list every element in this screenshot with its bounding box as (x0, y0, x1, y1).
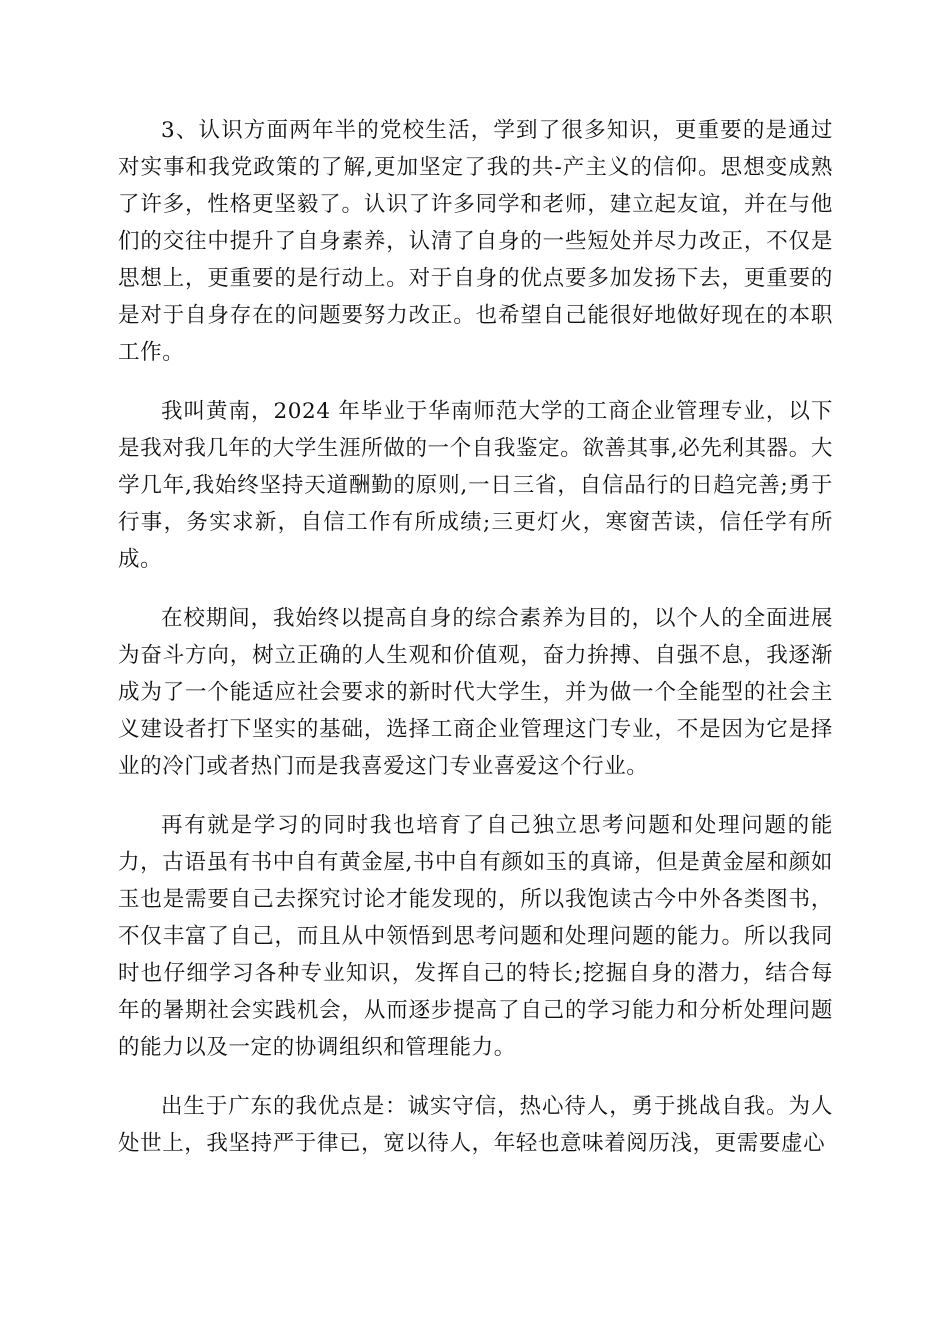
paragraph-strengths: 出生于广东的我优点是：诚实守信，热心待人，勇于挑战自我。为人处世上，我坚持严于律已，宽以待人，年轻也意味着阅历浅，更需要虚心 (118, 1094, 833, 1156)
paragraph-party-school-reflection: 3、认识方面两年半的党校生活，学到了很多知识，更重要的是通过对实事和我党政策的了解,更加坚定了我的共-产主义的信仰。思想变成熟了许多，性格更坚毅了。认识了许多同学和老师，建立起友谊，并在与他们的交往中提升了自身素养，认清了自身的一些短处并尽力改正，不仅是思想上，更重要的是行动上。对于自身的优点要多加发扬下去，更重要的是对于自身存在的问题要努力改正。也希望自己能很好地做好现在的本职工作。 (118, 118, 833, 365)
document-body (118, 112, 833, 1184)
paragraph-learning-ability: 再有就是学习的同时我也培育了自己独立思考问题和处理问题的能力，古语虽有书中自有黄金屋,书中自有颜如玉的真谛，但是黄金屋和颜如玉也是需要自己去探究讨论才能发现的，所以我饱读古今中外各类图书，不仅丰富了自己，而且从中领悟到思考问题和处理问题的能力。所以我同时也仔细学习各种专业知识，发挥自己的特长;挖掘自身的潜力，结合每年的暑期社会实践机会，从而逐步提高了自己的学习能力和分析处理问题的能力以及一定的协调组织和管理能力。 (118, 813, 833, 1060)
paragraph-self-introduction: 我叫黄南，2024 年毕业于华南师范大学的工商企业管理专业，以下是我对我几年的大学生涯所做的一个自我鉴定。欲善其事,必先利其器。大学几年,我始终坚持天道酬勤的原则,一日三省，自信品行的日趋完善;勇于行事，务实求新，自信工作有所成绩;三更灯火，寒窗苦读，信任学有所成。 (118, 399, 833, 572)
paragraph-school-period: 在校期间，我始终以提高自身的综合素养为目的，以个人的全面进展为奋斗方向，树立正确的人生观和价值观，奋力拚搏、自强不息，我逐渐成为了一个能适应社会要求的新时代大学生，并为做一个全能型的社会主义建设者打下坚实的基础，选择工商企业管理这门专业，不是因为它是择业的冷门或者热门而是我喜爱这门专业喜爱这个行业。 (118, 606, 833, 779)
